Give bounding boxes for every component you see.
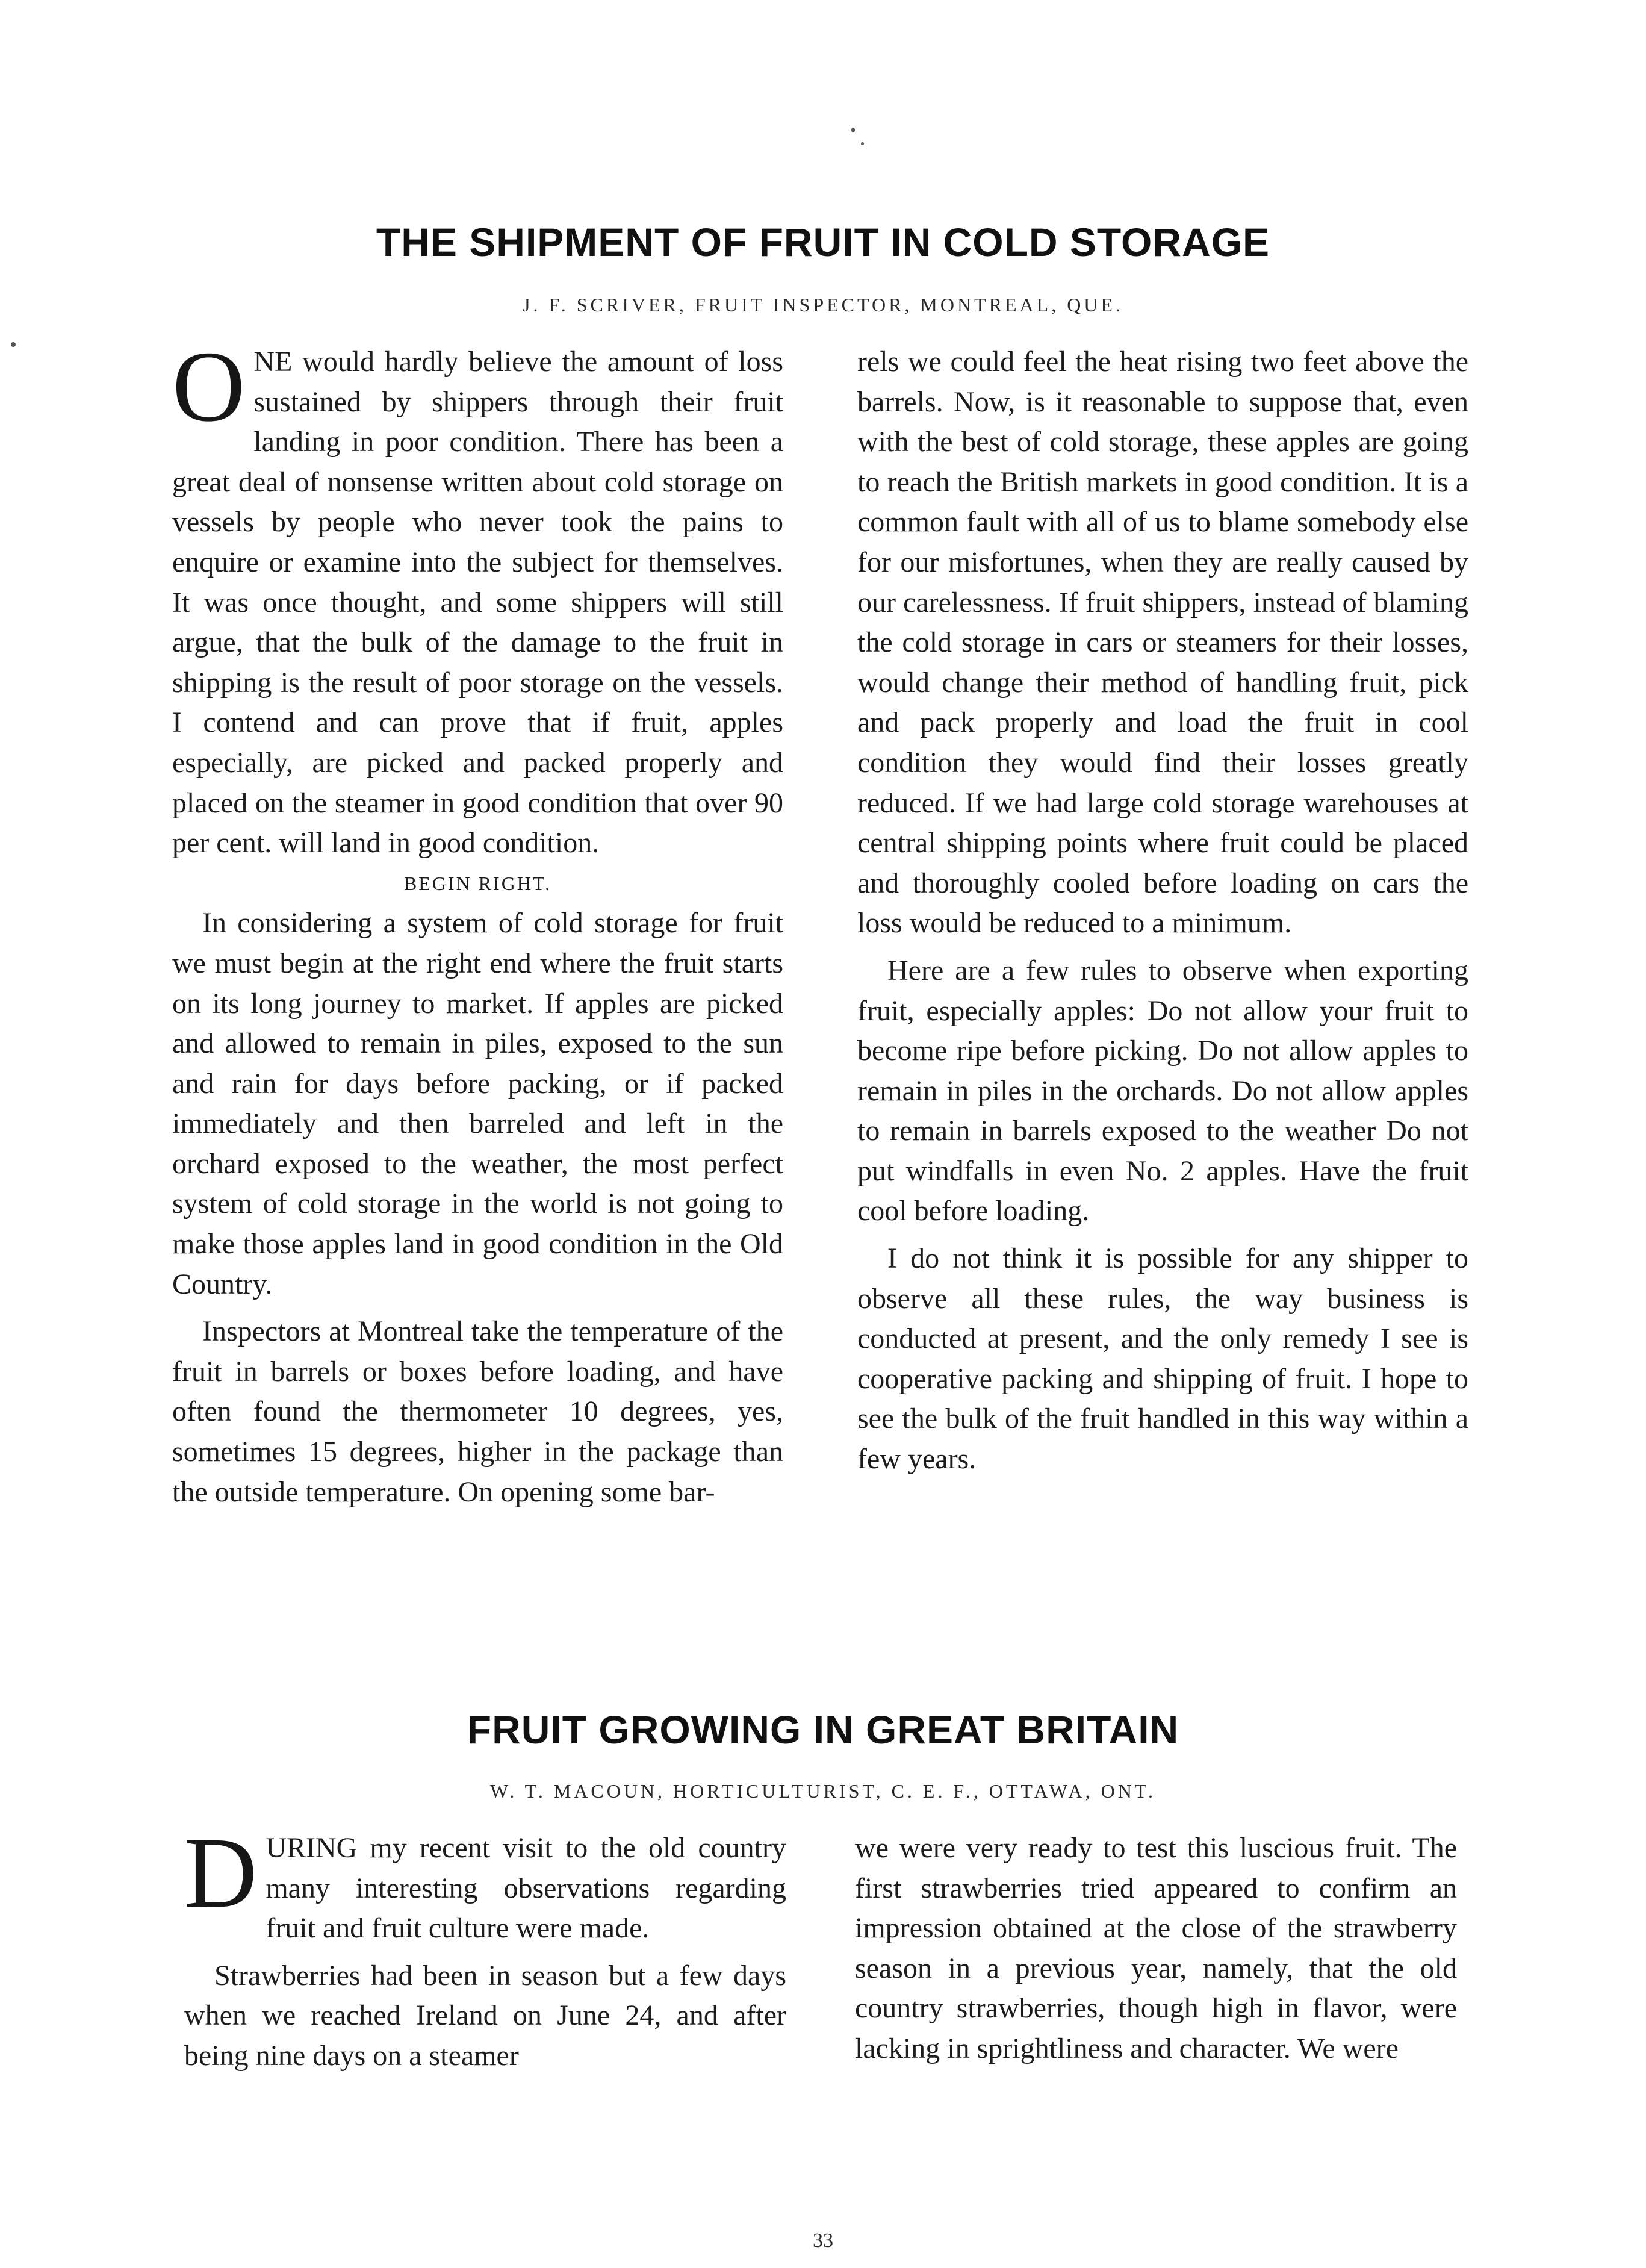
print-speck bbox=[851, 128, 855, 132]
article1-byline: J. F. SCRIVER, FRUIT INSPECTOR, MONTREAL, QUE. bbox=[523, 294, 1123, 316]
article2-left-p2: Strawberries had been in season but a few days when we reached Ireland on June 24, and after being nine days on a steamer bbox=[184, 1959, 786, 2072]
article2-left-column bbox=[184, 1817, 786, 2076]
article1-left-p1: NE would hardly believe the amount of loss sustained by shippers through their fruit landing in poor condition. There has been a great deal of nonsense written about cold storage on vessels by people who never took the pains to enquire or examine into the subject for themselves. It was once thought, and some shippers will still argue, that the bulk of the damage to the fruit in shipping is the result of poor storage on the vessels. I contend and can prove that if fruit, apples especially, are picked and packed properly and placed on the steamer in good condition that over 90 per cent. will land in good condition. bbox=[172, 346, 783, 859]
article1-right-column bbox=[857, 342, 1468, 1480]
article2-left-p1: URING my recent visit to the old country many interesting observations regarding fruit and fruit culture were made. bbox=[266, 1832, 786, 1945]
article1-left-column bbox=[172, 331, 783, 1512]
article1-left-p3: Inspectors at Montreal take the temperature of the fruit in barrels or boxes before loading, and have often found the thermometer 10 degrees, yes, sometimes 15 degrees, higher in the package than the outside temperature. On opening some bar- bbox=[172, 1315, 783, 1508]
article2-title: FRUIT GROWING IN GREAT BRITAIN bbox=[467, 1707, 1179, 1752]
article2-dropcap: D bbox=[184, 1817, 258, 1929]
article2-paragraph bbox=[184, 1817, 786, 1949]
article1-dropcap: O bbox=[172, 331, 246, 443]
article1-paragraph bbox=[172, 331, 783, 864]
print-speck bbox=[11, 342, 16, 347]
article2-right-column bbox=[855, 1828, 1457, 2069]
page-number: 33 bbox=[813, 2229, 833, 2252]
section-subhead-begin-right: BEGIN RIGHT. bbox=[403, 872, 552, 894]
article1-right-p1: rels we could feel the heat rising two feet above the barrels. Now, is it reasonable to suppose that, even with the best of cold storage, these apples are going to reach the British markets in good condition. It is a common fault with all of us to blame somebody else for our misfortunes, when they are really caused by our carelessness. If fruit shippers, instead of blaming the cold storage in cars or steamers for their losses, would change their method of handling fruit, pick and pack properly and load the fruit in cool condition they would find their losses greatly reduced. If we had large cold storage warehouses at central shipping points where fruit could be placed and thoroughly cooled before loading on cars the loss would be reduced to a minimum. bbox=[857, 346, 1468, 939]
article2-right-p1: we were very ready to test this luscious fruit. The first strawberries tried appeared to confirm an impression obtained at the close of the strawberry season in a previous year, namely, that the old country strawberries, though high in flavor, were lacking in sprightliness and character. We were bbox=[855, 1832, 1457, 2064]
article1-right-p2: Here are a few rules to observe when exporting fruit, especially apples: Do not allow your fruit to become ripe before picking. Do not allow apples to remain in piles in the orchards. Do not allow apples to remain in barrels exposed to the weather Do not put windfalls in even No. 2 apples. Have the fruit cool before loading. bbox=[857, 954, 1468, 1227]
print-speck bbox=[861, 142, 864, 145]
article1-right-p3: I do not think it is possible for any shipper to observe all these rules, the way business is conducted at present, and the only remedy I see is cooperative packing and shipping of fruit. I hope to see the bulk of the fruit handled in this way within a few years. bbox=[857, 1242, 1468, 1475]
article2-byline: W. T. MACOUN, HORTICULTURIST, C. E. F., OTTAWA, ONT. bbox=[489, 1780, 1157, 1802]
article1-title: THE SHIPMENT OF FRUIT IN COLD STORAGE bbox=[376, 220, 1270, 264]
article1-left-p2: In considering a system of cold storage for fruit we must begin at the right end where the fruit starts on its long journey to market. If apples are picked and allowed to remain in piles, exposed to the sun and rain for days before packing, or if packed immediately and then barreled and left in the orchard exposed to the weather, the most perfect system of cold storage in the world is not going to make those apples land in good condition in the Old Country. bbox=[172, 907, 783, 1300]
